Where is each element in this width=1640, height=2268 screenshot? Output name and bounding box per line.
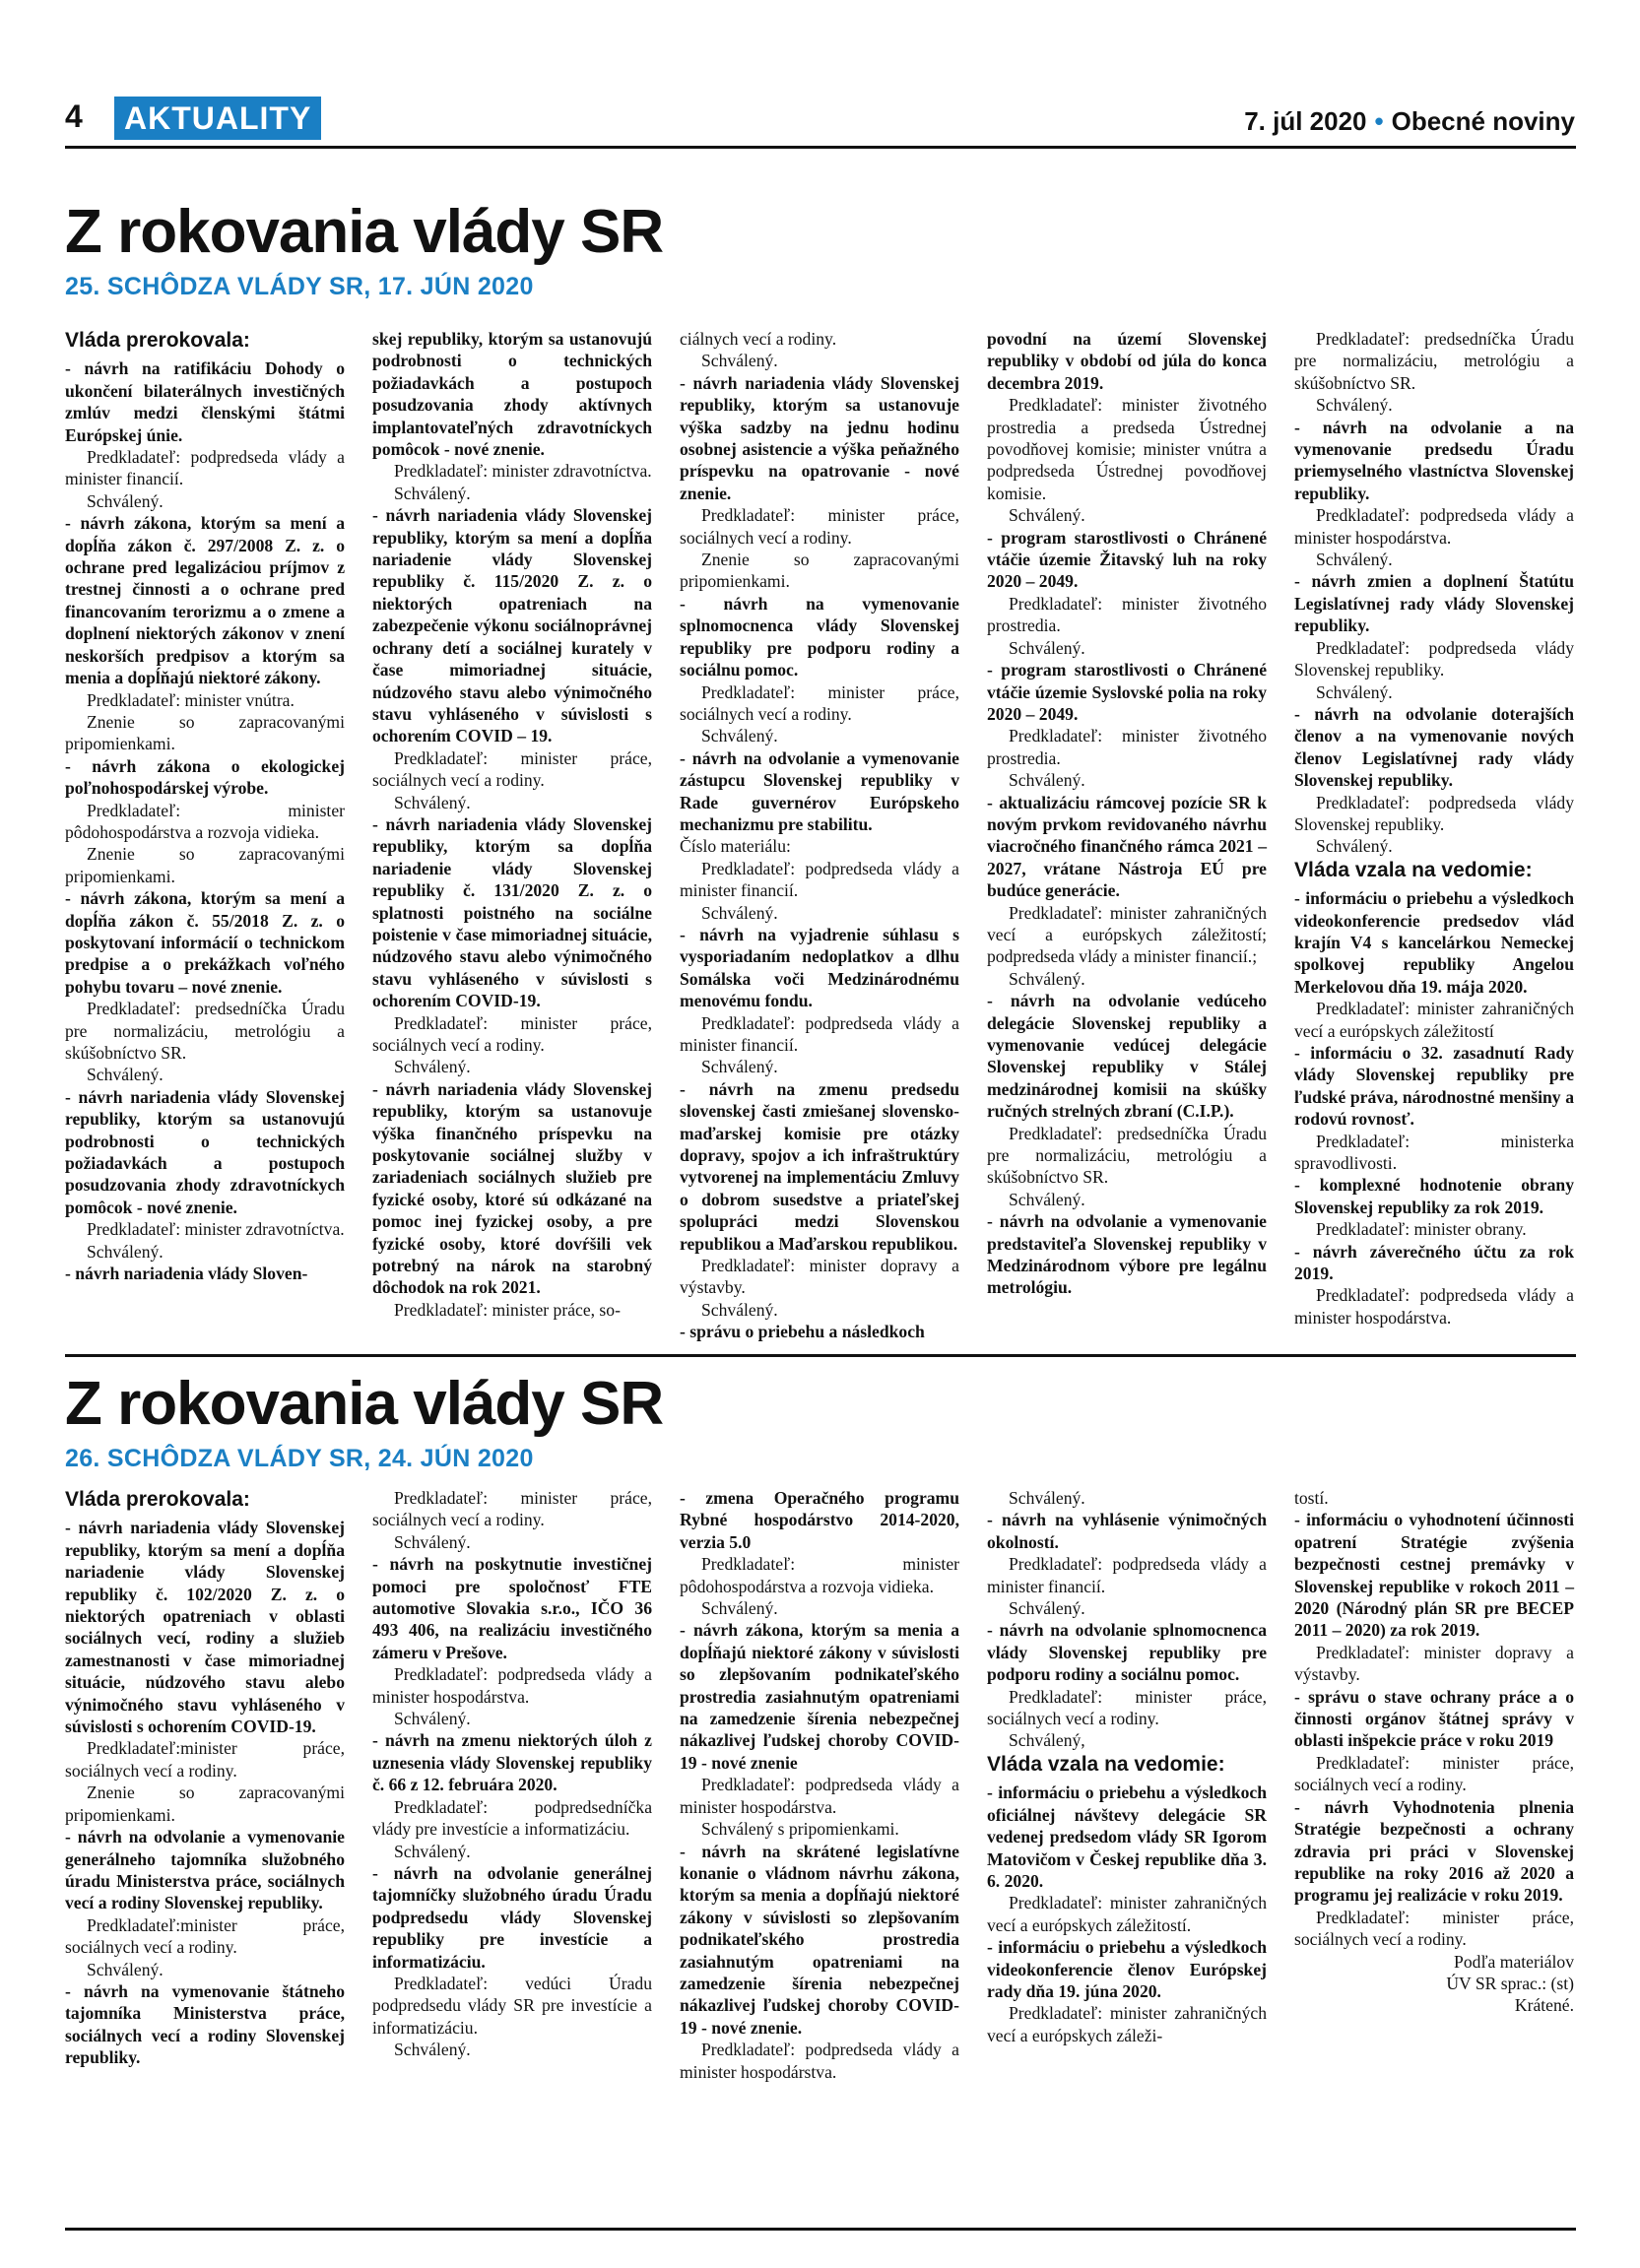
text-column: [1294, 328, 1574, 1343]
procedural-note: Predkladateľ: ministerka spravodlivosti.: [1294, 1131, 1574, 1174]
procedural-note: Predkladateľ: podpredseda vlády a minister financií.: [680, 858, 959, 901]
header-rule: [65, 146, 1576, 149]
procedural-note: Predkladateľ: podpredsedníčka vlády pre investície a informatizáciu.: [372, 1796, 652, 1840]
agenda-item: - návrh na zmenu niektorých úloh z uznesenia vlády Slovenskej republiky č. 66 z 12. februára 2020.: [372, 1730, 652, 1795]
agenda-item: - návrh na zmenu predsedu slovenskej časti zmiešanej slovensko-maďarskej komisie pre otázky dopravy, spojov a ich infraštruktúry vytvorenej na implementáciu Zmluvy o dobrom susedstve a priateľskej spolupráci medzi Slovenskou republikou a Maďarskou republikou.: [680, 1078, 959, 1254]
source-note: ÚV SR sprac.: (st): [1446, 1973, 1574, 1993]
procedural-note: Predkladateľ: minister zahraničných vecí a európskych záležitostí; podpredseda vlády a minister financií.;: [987, 902, 1267, 967]
procedural-note: Predkladateľ: minister zdravotníctva.: [394, 461, 652, 482]
procedural-note: Predkladateľ: podpredseda vlády a minister hospodárstva.: [1294, 505, 1574, 548]
agenda-item: - informáciu o vyhodnotení účinnosti opatrení Stratégie zvýšenia bezpečnosti cestnej premávky v Slovenskej republike v rokoch 2011 – 2020 (Národný plán SR pre BECEP 2011 – 2020) za rok 2019.: [1294, 1510, 1574, 1641]
procedural-note: Predkladateľ: predsedníčka Úradu pre normalizáciu, metrológiu a skúšobníctvo SR.: [1294, 329, 1574, 393]
procedural-note: Schválený.: [1009, 968, 1085, 989]
agenda-item: - návrh nariadenia vlády Slovenskej republiky, ktorým sa ustanovuje výška finančného príspevku na poskytovanie sociálnej služby v zariadeniach sociálnych služieb pre fyzické osoby, ktoré sú odkázané na pomoc inej fyzickej osoby, a pre fyzické osoby, ktoré dovŕšili vek potrebný na nárok na starobný dôchodok na rok 2021.: [372, 1078, 652, 1298]
text-column: [372, 328, 652, 1343]
procedural-note: Schválený.: [1009, 505, 1085, 526]
procedural-note: Predkladateľ: minister zahraničných vecí a európskych záležitostí.: [987, 1893, 1267, 1935]
procedural-note: Predkladateľ: vedúci Úradu podpredsedu vlády SR pre investície a informatizáciu.: [372, 1973, 652, 2038]
article-26th-session: [65, 1370, 1576, 2221]
procedural-note: Predkladateľ: podpredseda vlády a minister hospodárstva.: [1294, 1285, 1574, 1328]
agenda-item: - návrh nariadenia vlády Slovenskej republiky, ktorým sa mení a dopĺňa nariadenie vlády Slovenskej republiky č. 102/2020 Z. z. o niektorých opatreniach v oblasti sociálnych vecí, rodiny a služieb zamestnanosti v čase mimoriadnej situácie, núdzového stavu alebo výnimočného stavu vyhláseného v súvislosti s ochorením COVID-19.: [65, 1518, 345, 1737]
procedural-note: Znenie so zapracovanými pripomienkami.: [65, 1782, 345, 1825]
article-25th-session: [65, 198, 1576, 1349]
text-column: [680, 1487, 959, 2083]
procedural-note: Predkladateľ: minister práce, sociálnych vecí a rodiny.: [1294, 1752, 1574, 1795]
agenda-item: - program starostlivosti o Chránené vtáčie územie Žitavský luh na roky 2020 – 2049.: [987, 527, 1267, 592]
agenda-item: - informáciu o priebehu a výsledkoch videokonferencie členov Európskej rady dňa 19. júna 2020.: [987, 1937, 1267, 2001]
procedural-note: Znenie so zapracovanými pripomienkami.: [65, 711, 345, 754]
procedural-note: Predkladateľ: minister práce, sociálnych vecí a rodiny.: [372, 1012, 652, 1055]
agenda-item: - návrh na odvolanie generálnej tajomníčky služobného úradu Úradu podpredsedu vlády Slovenskej republiky pre investície a informatizáciu.: [372, 1862, 652, 1972]
agenda-item: - návrh na vyhlásenie výnimočných okolností.: [987, 1510, 1267, 1552]
agenda-item: - informáciu o 32. zasadnutí Rady vlády Slovenskej republiky pre ľudské práva, národnostné menšiny a rodovú rovnosť.: [1294, 1043, 1574, 1130]
article-columns: [65, 1487, 1576, 2083]
text-column: [65, 328, 345, 1343]
procedural-note: Predkladateľ: podpredseda vlády Slovenskej republiky.: [1294, 637, 1574, 680]
procedural-note: Predkladateľ: minister pôdohospodárstva a rozvoja vidieka.: [65, 800, 345, 842]
procedural-note: Predkladateľ: minister práce, so-: [394, 1299, 621, 1320]
agenda-item: - návrh nariadenia vlády Slovenskej republiky, ktorým sa ustanovujú podrobnosti o technických požiadavkách a postupoch posudzovania zhody zdravotníckych pomôcok - nové znenie.: [65, 1086, 345, 1217]
procedural-note: Schválený.: [394, 792, 471, 812]
procedural-note: Predkladateľ: minister práce, sociálnych vecí a rodiny.: [680, 505, 959, 548]
agenda-item: - návrh na odvolanie a vymenovanie predstaviteľa Slovenskej republiky v Medzinárodnom výbore pre legálnu metrológiu.: [987, 1211, 1267, 1298]
text-column: [987, 1487, 1267, 2083]
procedural-note: Predkladateľ: predsedníčka Úradu pre normalizáciu, metrológiu a skúšobníctvo SR.: [65, 999, 345, 1063]
procedural-note: Predkladateľ: minister životného prostredia.: [987, 726, 1267, 768]
agenda-item: - návrh zákona o ekologickej poľnohospodárskej výrobe.: [65, 755, 345, 799]
agenda-item: - návrh zákona, ktorým sa menia a dopĺňajú niektoré zákony v súvislosti so zlepšovaním podnikateľského prostredia zasiahnutým opatreniami na zamedzenie šírenia nebezpečnej nákazlivej ľudskej choroby COVID-19 - nové znenie: [680, 1620, 959, 1773]
procedural-note: Schválený.: [87, 490, 164, 511]
text-column: [680, 328, 959, 1343]
agenda-item: - návrh na vymenovanie splnomocnenca vlády Slovenskej republiky pre podporu rodiny a sociálnu pomoc.: [680, 593, 959, 680]
agenda-item: - návrh zmien a doplnení Štatútu Legislatívnej rady vlády Slovenskej republiky.: [1294, 571, 1574, 636]
procedural-note: Predkladateľ:minister práce, sociálnych vecí a rodiny.: [65, 1914, 345, 1958]
procedural-note: Predkladateľ: podpredseda vlády a minister hospodárstva.: [680, 1775, 959, 1817]
agenda-item: - návrh na odvolanie doterajších členov a na vymenovanie nových členov Legislatívnej rady vlády Slovenskej republiky.: [1294, 703, 1574, 791]
agenda-item: - správu o priebehu a následkoch: [680, 1322, 925, 1342]
section-divider: [65, 1354, 1576, 1357]
agenda-item: - informáciu o priebehu a výsledkoch videokonferencie predsedov vlád krajín V4 s kancelárkou Nemeckej spolkovej republiky Angelou Merkelovou dňa 19. mája 2020.: [1294, 888, 1574, 997]
procedural-note: Schválený.: [1316, 681, 1393, 702]
header-meta: [1244, 106, 1575, 137]
section-heading: Vláda prerokovala:: [65, 329, 250, 352]
procedural-note: Predkladateľ: minister dopravy a výstavby.: [1294, 1642, 1574, 1685]
procedural-note: Schválený.: [701, 1299, 778, 1320]
procedural-note: Schválený.: [87, 1959, 164, 1979]
agenda-item: povodní na území Slovenskej republiky v období od júla do konca decembra 2019.: [987, 329, 1267, 393]
agenda-item: - návrh nariadenia vlády Slovenskej republiky, ktorým sa mení a dopĺňa nariadenie vlády Slovenskej republiky č. 115/2020 Z. z. o niektorých opatreniach na zabezpečenie výkonu sociálnoprávnej ochrany detí a sociálnej kurately v čase mimoriadnej situácie, núdzového stavu alebo výnimočného stavu vyhláseného v súvislosti s ochorením COVID – 19.: [372, 505, 652, 746]
section-heading: Vláda prerokovala:: [65, 1488, 250, 1511]
procedural-note: Predkladateľ: minister práce, sociálnych vecí a rodiny.: [680, 681, 959, 724]
text-column: [372, 1487, 652, 2083]
agenda-item: - návrh na odvolanie a vymenovanie generálneho tajomníka služobného úradu Ministerstva práce, sociálnych vecí a rodiny Slovenskej republiky.: [65, 1827, 345, 1913]
procedural-note: Predkladateľ: minister práce, sociálnych vecí a rodiny.: [1294, 1907, 1574, 1950]
article-columns: [65, 328, 1576, 1343]
procedural-note: Predkladateľ: podpredseda vlády a minister financií.: [987, 1554, 1267, 1596]
agenda-item: - komplexné hodnotenie obrany Slovenskej republiky za rok 2019.: [1294, 1175, 1574, 1217]
procedural-note: Predkladateľ: minister zahraničných vecí a európskych záležitostí: [1294, 999, 1574, 1041]
procedural-note: Schválený.: [394, 483, 471, 503]
procedural-note: Predkladateľ: minister obrany.: [1316, 1219, 1527, 1240]
agenda-item: - návrh záverečného účtu za rok 2019.: [1294, 1241, 1574, 1284]
procedural-note: Schválený.: [1009, 637, 1085, 658]
procedural-note: ciálnych vecí a rodiny.: [680, 329, 837, 349]
article-subtitle: 25. SCHÔDZA VLÁDY SR, 17. JÚN 2020: [65, 273, 534, 300]
issue-date: 7. júl 2020: [1244, 106, 1367, 136]
source-note: Podľa materiálov: [1454, 1951, 1574, 1972]
agenda-item: - návrh Vyhodnotenia plnenia Stratégie bezpečnosti a ochrany zdravia pri práci v Slovenskej republike na roky 2016 až 2020 a programu jej realizácie v roku 2019.: [1294, 1796, 1574, 1906]
procedural-note: Schválený.: [394, 1841, 471, 1861]
text-column: [987, 328, 1267, 1343]
procedural-note: Predkladateľ: minister zdravotníctva.: [87, 1219, 345, 1240]
agenda-item: - informáciu o priebehu a výsledkoch oficiálnej návštevy delegácie SR vedenej predsedom vlády SR Igorom Matovičom v Českej republike dňa 3. 6. 2020.: [987, 1782, 1267, 1891]
procedural-note: Schválený s pripomienkami.: [701, 1819, 899, 1840]
procedural-note: Schválený,: [1009, 1730, 1085, 1751]
procedural-note: Schválený.: [394, 1709, 471, 1729]
procedural-note: Schválený.: [701, 351, 778, 371]
procedural-note: Predkladateľ: minister zahraničných vecí a európskych záleži-: [987, 2003, 1267, 2045]
procedural-note: Predkladateľ: minister pôdohospodárstva a rozvoja vidieka.: [680, 1554, 959, 1596]
procedural-note: Schválený.: [1316, 836, 1393, 857]
agenda-item: - návrh zákona, ktorým sa mení a dopĺňa zákon č. 297/2008 Z. z. o ochrane pred legalizáciou príjmov z trestnej činnosti a o ochrane pred financovaním terorizmu a o zmene a doplnení niektorých zákonov v znení neskorších predpisov a ktorým sa menia a dopĺňajú niektoré zákony.: [65, 513, 345, 688]
article-title: Z rokovania vlády SR: [65, 1370, 664, 1438]
procedural-note: Schválený.: [394, 1531, 471, 1552]
procedural-note: Schválený.: [701, 726, 778, 746]
agenda-item: - návrh na vyjadrenie súhlasu s vysporiadaním nedoplatkov a dlhu Somálska voči Medzinárodnému menovému fondu.: [680, 924, 959, 1011]
procedural-note: Schválený.: [1009, 1598, 1085, 1619]
procedural-note: Schválený.: [1009, 1488, 1085, 1508]
agenda-item: - správu o stave ochrany práce a o činnosti orgánov štátnej správy v oblasti inšpekcie práce v roku 2019: [1294, 1686, 1574, 1751]
procedural-note: Schválený.: [701, 902, 778, 923]
agenda-item: - návrh na odvolanie vedúceho delegácie Slovenskej republiky a vymenovanie vedúcej delegácie Slovenskej republiky v Stálej medzinárodnej komisii na skúšky ručných strelných zbraní (C.I.P.).: [987, 991, 1267, 1122]
page-number: 4: [65, 98, 83, 134]
agenda-item: - návrh na odvolanie a na vymenovanie predsedu Úradu priemyselného vlastníctva Slovenskej republiky.: [1294, 417, 1574, 503]
agenda-item: - návrh nariadenia vlády Slovenskej republiky, ktorým sa dopĺňa nariadenie vlády Slovenskej republiky č. 131/2020 Z. z. o splatnosti poistného na sociálne poistenie v čase mimoriadnej situácie, núdzového stavu alebo výnimočného stavu vyhláseného v súvislosti s ochorením COVID-19.: [372, 813, 652, 1011]
procedural-note: Schválený.: [394, 1057, 471, 1077]
section-heading: Vláda vzala na vedomie:: [987, 1752, 1225, 1776]
procedural-note: tostí.: [1294, 1488, 1329, 1508]
agenda-item: - program starostlivosti o Chránené vtáčie územie Syslovské polia na roky 2020 – 2049.: [987, 660, 1267, 724]
source-note: Krátené.: [1514, 1995, 1574, 2016]
procedural-note: Predkladateľ: predsedníčka Úradu pre normalizáciu, metrológiu a skúšobníctvo SR.: [987, 1123, 1267, 1188]
procedural-note: Predkladateľ: podpredseda vlády a minister hospodárstva.: [680, 2040, 959, 2082]
procedural-note: Schválený.: [1316, 395, 1393, 416]
text-column: [1294, 1487, 1574, 2083]
article-title: Z rokovania vlády SR: [65, 198, 664, 266]
agenda-item: - návrh na ratifikáciu Dohody o ukončení bilaterálnych investičných zmlúv medzi členskými štátmi Európskej únie.: [65, 358, 345, 445]
procedural-note: Predkladateľ: podpredseda vlády a minister financií.: [680, 1012, 959, 1055]
agenda-item: - zmena Operačného programu Rybné hospodárstvo 2014-2020, verzia 5.0: [680, 1488, 959, 1552]
procedural-note: Schválený.: [1009, 1189, 1085, 1209]
procedural-note: Schválený.: [1009, 770, 1085, 791]
procedural-note: Schválený.: [1316, 550, 1393, 570]
section-label: AKTUALITY: [114, 97, 321, 140]
procedural-note: Predkladateľ: minister dopravy a výstavby.: [680, 1256, 959, 1298]
agenda-item: - návrh na skrátené legislatívne konanie o vládnom návrhu zákona, ktorým sa menia a dopĺňajú niektoré zákony v súvislosti so zlepšovaním podnikateľského prostredia zasiahnutým opatreniami na zamedzenie šírenia nebezpečnej nákazlivej ľudskej choroby COVID-19 - nové znenie.: [680, 1841, 959, 2038]
newspaper-name: Obecné noviny: [1391, 106, 1575, 136]
procedural-note: Predkladateľ: podpredseda vlády a minister hospodárstva.: [372, 1664, 652, 1707]
procedural-note: Predkladateľ: minister práce, sociálnych vecí a rodiny.: [372, 747, 652, 791]
separator-dot: •: [1374, 106, 1384, 136]
procedural-note: Schválený.: [87, 1241, 164, 1262]
procedural-note: Schválený.: [87, 1065, 164, 1085]
agenda-item: - aktualizáciu rámcovej pozície SR k novým prvkom revidovaného návrhu viacročného finančného rámca 2021 – 2027, vrátane Nástroja EÚ pre budúce generácie.: [987, 792, 1267, 901]
agenda-item: - návrh nariadenia vlády Slovenskej republiky, ktorým sa ustanovuje výška sadzby na jednu hodinu osobnej asistencie a výška peňažného príspevku na opatrovanie - nové znenie.: [680, 372, 959, 503]
procedural-note: Predkladateľ: minister životného prostredia a predseda Ústrednej povodňovej komisie; minister vnútra a podpredseda Ústrednej povodňovej komisie.: [987, 395, 1267, 503]
section-heading: Vláda vzala na vedomie:: [1294, 858, 1533, 881]
agenda-item: - návrh na vymenovanie štátneho tajomníka Ministerstva práce, sociálnych vecí a rodiny Slovenskej republiky.: [65, 1980, 345, 2068]
agenda-item: - návrh na odvolanie splnomocnenca vlády Slovenskej republiky pre podporu rodiny a sociálnu pomoc.: [987, 1620, 1267, 1685]
procedural-note: Znenie so zapracovanými pripomienkami.: [680, 550, 959, 592]
agenda-item: - návrh zákona, ktorým sa mení a dopĺňa zákon č. 55/2018 Z. z. o poskytovaní informácií o technickom predpise a o prekážkach voľného pohybu tovaru – nové znenie.: [65, 888, 345, 997]
article-subtitle: 26. SCHÔDZA VLÁDY SR, 24. JÚN 2020: [65, 1445, 534, 1472]
procedural-note: Predkladateľ: minister životného prostredia.: [987, 593, 1267, 636]
procedural-note: Znenie so zapracovanými pripomienkami.: [65, 844, 345, 886]
procedural-note: Predkladateľ: minister vnútra.: [87, 689, 295, 710]
procedural-note: Schválený.: [701, 1057, 778, 1077]
procedural-note: Predkladateľ: podpredseda vlády Slovenskej republiky.: [1294, 792, 1574, 834]
procedural-note: Schválený.: [394, 2040, 471, 2060]
agenda-item: skej republiky, ktorým sa ustanovujú podrobnosti o technických požiadavkách a postupoch posudzovania zhody aktívnych implantovateľných zdravotníckych pomôcok - nové znenie.: [372, 329, 652, 460]
bottom-rule: [65, 2228, 1576, 2231]
text-column: [65, 1487, 345, 2083]
procedural-note: Predkladateľ:minister práce, sociálnych vecí a rodiny.: [65, 1738, 345, 1781]
procedural-note: Predkladateľ: podpredseda vlády a minister financií.: [65, 447, 345, 489]
agenda-item: - návrh na odvolanie a vymenovanie zástupcu Slovenskej republiky v Rade guvernérov Európskeho mechanizmu pre stabilitu.: [680, 747, 959, 834]
agenda-item: - návrh na poskytnutie investičnej pomoci pre spoločnosť FTE automotive Slovakia s.r.o., IČO 36 493 406, na realizáciu investičného zámeru v Prešove.: [372, 1554, 652, 1662]
procedural-note: Číslo materiálu:: [680, 836, 791, 857]
procedural-note: Predkladateľ: minister práce, sociálnych vecí a rodiny.: [372, 1488, 652, 1530]
procedural-note: Predkladateľ: minister práce, sociálnych vecí a rodiny.: [987, 1686, 1267, 1729]
agenda-item: - návrh nariadenia vlády Sloven-: [65, 1264, 308, 1284]
procedural-note: Schválený.: [701, 1598, 778, 1619]
